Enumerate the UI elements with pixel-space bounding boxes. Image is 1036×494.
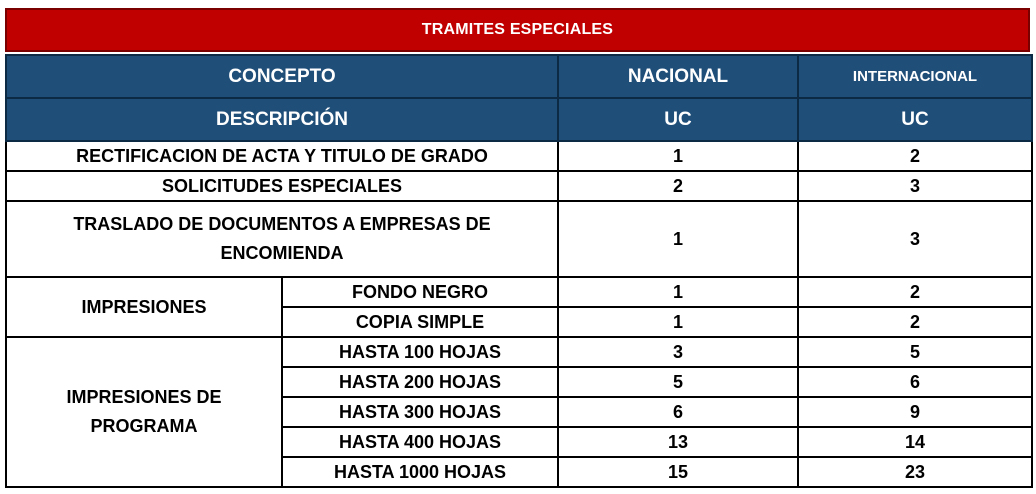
row-nacional-value: 1 <box>558 141 798 171</box>
header-descripcion: DESCRIPCIÓN <box>6 98 558 141</box>
row-label: HASTA 100 HOJAS <box>282 337 558 367</box>
group-label-impresiones: IMPRESIONES <box>6 277 282 337</box>
header-uc-internacional: UC <box>798 98 1032 141</box>
row-nacional-value: 13 <box>558 427 798 457</box>
table-title: TRAMITES ESPECIALES <box>5 8 1030 52</box>
row-nacional-value: 1 <box>558 201 798 277</box>
row-label: COPIA SIMPLE <box>282 307 558 337</box>
row-internacional-value: 5 <box>798 337 1032 367</box>
row-label: HASTA 1000 HOJAS <box>282 457 558 487</box>
row-nacional-value: 5 <box>558 367 798 397</box>
row-label: FONDO NEGRO <box>282 277 558 307</box>
row-nacional-value: 2 <box>558 171 798 201</box>
header-internacional: INTERNACIONAL <box>798 55 1032 98</box>
row-label: RECTIFICACION DE ACTA Y TITULO DE GRADO <box>6 141 558 171</box>
row-nacional-value: 3 <box>558 337 798 367</box>
row-nacional-value: 15 <box>558 457 798 487</box>
tramites-table <box>5 54 1033 488</box>
row-nacional-value: 1 <box>558 277 798 307</box>
table-row <box>6 277 1032 307</box>
table-row <box>6 337 1032 367</box>
row-internacional-value: 2 <box>798 277 1032 307</box>
row-internacional-value: 14 <box>798 427 1032 457</box>
header-uc-nacional: UC <box>558 98 798 141</box>
row-label: HASTA 200 HOJAS <box>282 367 558 397</box>
row-internacional-value: 23 <box>798 457 1032 487</box>
row-internacional-value: 6 <box>798 367 1032 397</box>
row-internacional-value: 3 <box>798 201 1032 277</box>
row-internacional-value: 2 <box>798 141 1032 171</box>
header-nacional: NACIONAL <box>558 55 798 98</box>
row-nacional-value: 1 <box>558 307 798 337</box>
row-label: HASTA 400 HOJAS <box>282 427 558 457</box>
table-row <box>6 171 1032 201</box>
group-label-impresiones-de-programa: IMPRESIONES DE PROGRAMA <box>6 337 282 487</box>
row-nacional-value: 6 <box>558 397 798 427</box>
row-label: SOLICITUDES ESPECIALES <box>6 171 558 201</box>
header-concepto: CONCEPTO <box>6 55 558 98</box>
row-label: HASTA 300 HOJAS <box>282 397 558 427</box>
row-internacional-value: 2 <box>798 307 1032 337</box>
row-internacional-value: 3 <box>798 171 1032 201</box>
table-row <box>6 141 1032 171</box>
row-label: TRASLADO DE DOCUMENTOS A EMPRESAS DE ENCOMIENDA <box>6 201 558 277</box>
table-row <box>6 201 1032 277</box>
row-internacional-value: 9 <box>798 397 1032 427</box>
